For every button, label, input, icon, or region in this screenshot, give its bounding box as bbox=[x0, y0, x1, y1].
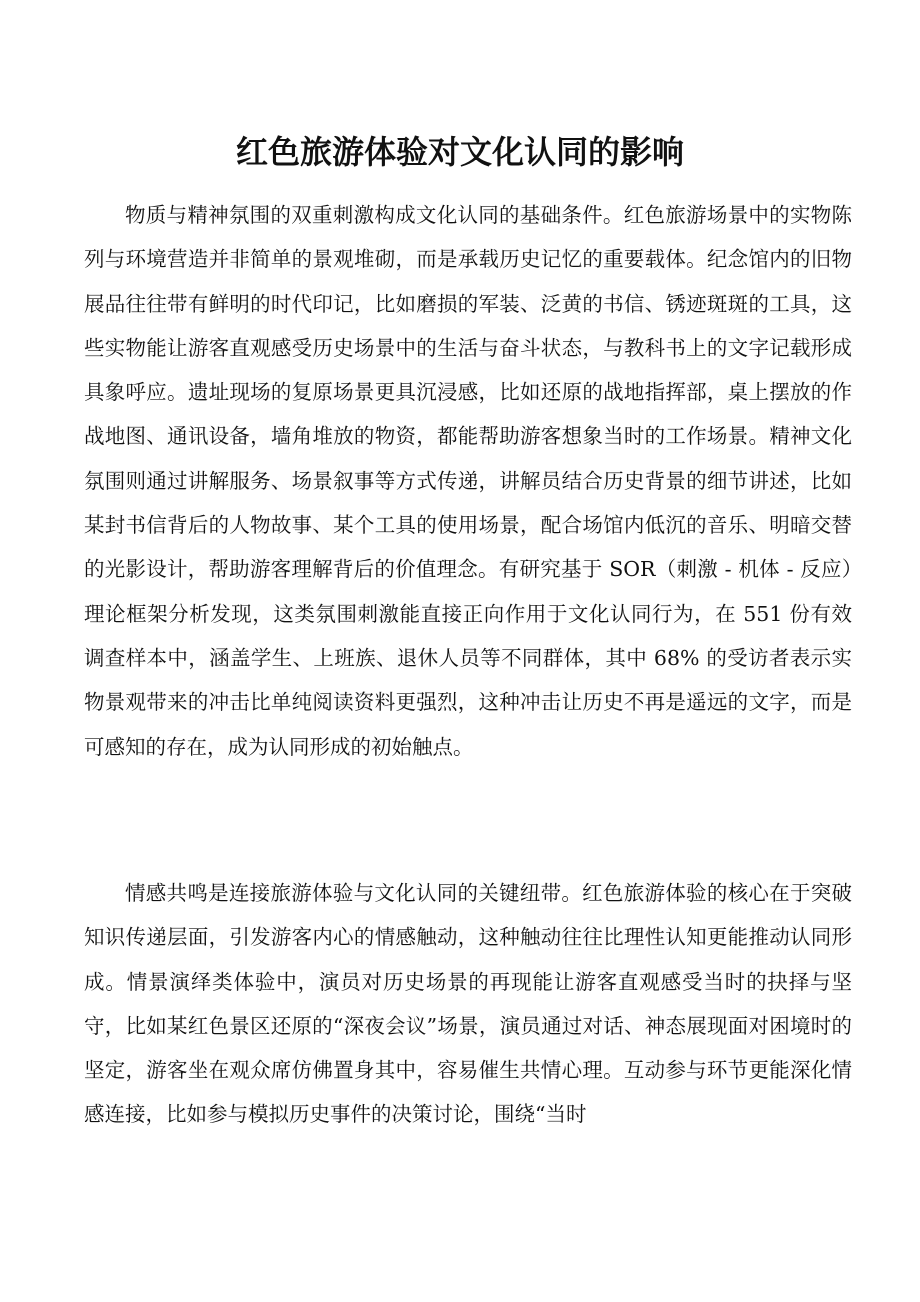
paragraph-2: 情感共鸣是连接旅游体验与文化认同的关键纽带。红色旅游体验的核心在于突破知识传递层面，引发游客内心的情感触动，这种触动往往比理性认知更能推动认同形成。情景演绎类体验中，演员对历史场景的再现能让游客直观感受当时的抉择与坚守，比如某红色景区还原的“深夜会议”场景，演员通过对话、神态展现面对困境时的坚定，游客坐在观众席仿佛置身其中，容易催生共情心理。互动参与环节更能深化情感连接，比如参与模拟历史事件的决策讨论，围绕“当时 bbox=[84, 881, 852, 1127]
paragraph-1: 物质与精神氛围的双重刺激构成文化认同的基础条件。红色旅游场景中的实物陈列与环境营造并非简单的景观堆砌，而是承载历史记忆的重要载体。纪念馆内的旧物展品往往带有鲜明的时代印记，比如磨损的军装、泛黄的书信、锈迹斑斑的工具，这些实物能让游客直观感受历史场景中的生活与奋斗状态，与教科书上的文字记载形成具象呼应。遗址现场的复原场景更具沉浸感，比如还原的战地指挥部，桌上摆放的作战地图、通讯设备，墙角堆放的物资，都能帮助游客想象当时的工作场景。精神文化氛围则通过讲解服务、场景叙事等方式传递，讲解员结合历史背景的细节讲述，比如某封书信背后的人物故事、某个工具的使用场景，配合场馆内低沉的音乐、明暗交替的光影设计，帮助游客理解背后的价值理念。有研究基于 SOR（刺激 - 机体 - 反应）理论框架分析发现，这类氛围刺激能直接正向作用于文化认同行为，在 551 份有效调查样本中，涵盖学生、上班族、退休人员等不同群体，其中 68% 的受访者表示实物景观带来的冲击比单纯阅读资料更强烈，这种冲击让历史不再是遥远的文字，而是可感知的存在，成为认同形成的初始触点。 bbox=[84, 203, 852, 759]
document-title: 红色旅游体验对文化认同的影响 bbox=[235, 133, 684, 171]
